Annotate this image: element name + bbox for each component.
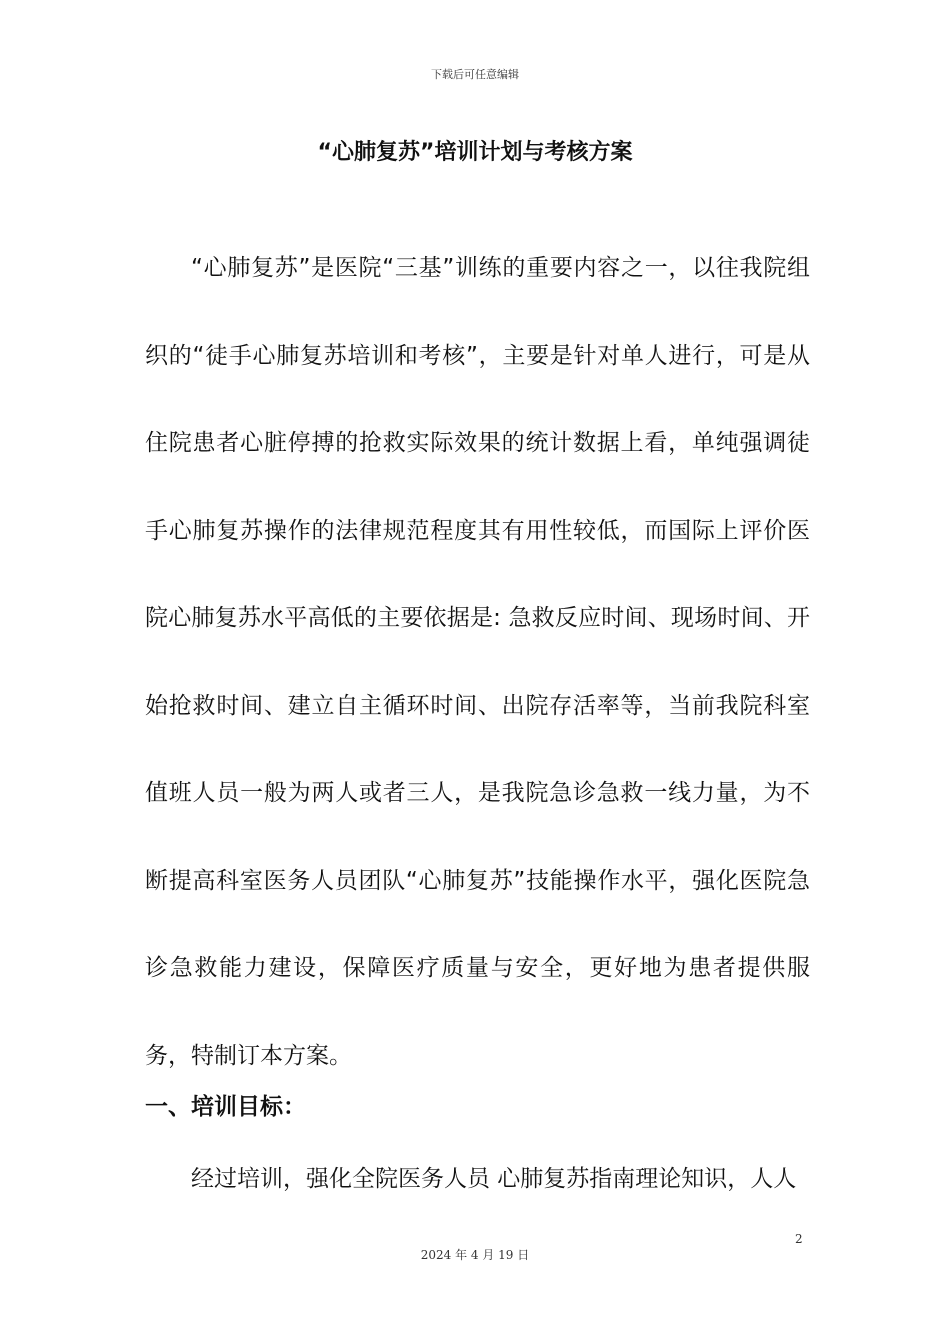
document-title: “心肺复苏”培训计划与考核方案 — [317, 140, 633, 165]
intro-paragraph: “心肺复苏”是医院“三基”训练的重要内容之一，以往我院组织的“徒手心肺复苏培训和考核”，主要是针对单人进行，可是从住院患者心脏停搏的抢救实际效果的统计数据上看，单纯强调徒手心肺复苏操作的法律规范程度其有用性较低，而国际上评价医院心肺复苏水平高低的主要依据是: 急救反应时间、现场时间、开始抢救时间、建立自主循环时间、出院存活率等，当前我院科室值班人员一般为两人或者三人，是我院急诊急救一线力量，为不断提高科室医务人员团队“心肺复苏”技能操作水平，强化医院急诊急救能力建设，保障医疗质量与安全，更好地为患者提供服务，特制订本方案。 — [145, 255, 810, 1069]
header-note: 下载后可任意编辑 — [431, 68, 519, 81]
footer-date: 2024 年 4 月 19 日 — [420, 1248, 530, 1262]
page-number: 2 — [795, 1232, 803, 1246]
training-goals-paragraph: 经过培训，强化全院医务人员 心肺复苏指南理论知识，人人 — [191, 1166, 797, 1192]
section-heading-training-goals: 一、培训目标： — [145, 1094, 306, 1120]
